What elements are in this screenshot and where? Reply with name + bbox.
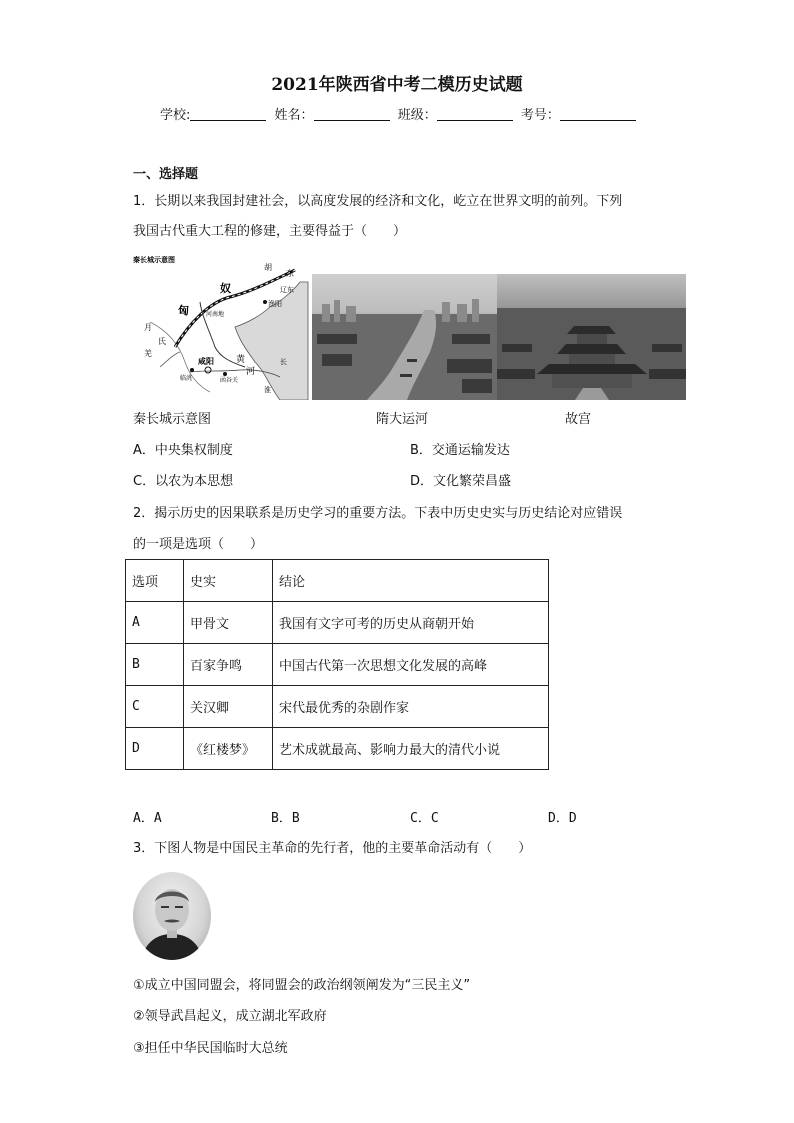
table-cell: 百家争鸣 (184, 644, 273, 686)
q2-option-d[interactable]: D．D (548, 811, 577, 826)
table-cell: D (126, 728, 184, 770)
q2-stem-line2: 的一项是选项（ ） (133, 537, 264, 552)
map-title: 秦长城示意图 (133, 256, 175, 264)
map-label: 淮 (264, 386, 271, 394)
table-cell: C (126, 686, 184, 728)
map-label: 渔阳 (268, 300, 282, 308)
caption-palace: 故宫 (565, 412, 592, 427)
map-label: 胡 (264, 263, 272, 272)
q2-table (125, 559, 549, 770)
id-label: 考号： (520, 108, 560, 123)
q1-option-d[interactable]: D．文化繁荣昌盛 (410, 474, 512, 489)
q1-option-b[interactable]: B．交通运输发达 (410, 443, 510, 458)
map-drawing (130, 252, 310, 400)
map-label: 羌 (144, 349, 152, 358)
grand-canal-photo (312, 274, 497, 400)
class-blank (437, 107, 513, 121)
map-label: 月 (144, 323, 152, 332)
table-header-row (126, 560, 549, 602)
caption-map: 秦长城示意图 (133, 412, 212, 427)
section-heading: 一、选择题 (133, 167, 199, 182)
table-cell: 艺术成就最高、影响力最大的清代小说 (273, 728, 549, 770)
q1-stem-line2: 我国古代重大工程的修建，主要得益于（ ） (133, 224, 407, 239)
name-label: 姓名： (274, 108, 314, 123)
table-cell: A (126, 602, 184, 644)
q3-item-2: ②领导武昌起义，成立湖北军政府 (133, 1009, 327, 1024)
map-label: 临洮 (180, 375, 193, 382)
table-row (126, 602, 549, 644)
table-header-cell: 结论 (273, 560, 549, 602)
map-label: 匈 (178, 304, 189, 317)
q1-stem-line1: 1．长期以来我国封建社会，以高度发展的经济和文化，屹立在世界文明的前列。下列 (133, 194, 623, 209)
q3-item-1: ①成立中国同盟会，将同盟会的政治纲领阐发为“三民主义” (133, 978, 471, 993)
qin-great-wall-map (130, 252, 310, 400)
student-info-line (160, 104, 640, 123)
q1-option-a[interactable]: A．中央集权制度 (133, 443, 233, 458)
q3-stem: 3．下图人物是中国民主革命的先行者，他的主要革命活动有（ ） (133, 841, 532, 856)
portrait-photo (133, 872, 211, 960)
table-row (126, 686, 549, 728)
map-label: 咸阳 (198, 357, 214, 366)
q3-item-3: ③担任中华民国临时大总统 (133, 1041, 288, 1056)
class-label: 班级： (397, 108, 437, 123)
name-blank (314, 107, 390, 121)
school-blank (190, 107, 266, 121)
table-cell: B (126, 644, 184, 686)
table-cell: 《红楼梦》 (184, 728, 273, 770)
map-label: 东 (286, 269, 294, 278)
table-cell: 中国古代第一次思想文化发展的高峰 (273, 644, 549, 686)
q2-stem-line1: 2．揭示历史的因果联系是历史学习的重要方法。下表中历史史实与历史结论对应错误 (133, 506, 623, 521)
caption-canal: 隋大运河 (376, 412, 429, 427)
page-title: 2021年陕西省中考二模历史试题 (271, 75, 523, 95)
table-header-cell: 选项 (126, 560, 184, 602)
map-label: 辽东 (280, 286, 294, 294)
table-cell: 宋代最优秀的杂剧作家 (273, 686, 549, 728)
map-label: 氏 (158, 337, 166, 346)
map-label: 函谷关 (220, 377, 239, 384)
q2-option-c[interactable]: C．C (410, 811, 439, 826)
id-blank (560, 107, 636, 121)
q2-option-b[interactable]: B．B (271, 811, 300, 826)
school-label: 学校: (160, 108, 191, 123)
map-label: 河 (246, 367, 256, 377)
q2-option-a[interactable]: A．A (133, 811, 162, 826)
q1-option-c[interactable]: C．以农为本思想 (133, 474, 234, 489)
table-row (126, 728, 549, 770)
map-label: 黄 (236, 355, 246, 365)
map-label: 奴 (220, 282, 231, 295)
table-row (126, 644, 549, 686)
forbidden-city-photo (497, 274, 686, 400)
table-header-cell: 史实 (184, 560, 273, 602)
map-label: 河南地 (206, 311, 225, 318)
table-cell: 我国有文字可考的历史从商朝开始 (273, 602, 549, 644)
table-cell: 甲骨文 (184, 602, 273, 644)
map-label: 长 (280, 358, 287, 366)
table-cell: 关汉卿 (184, 686, 273, 728)
